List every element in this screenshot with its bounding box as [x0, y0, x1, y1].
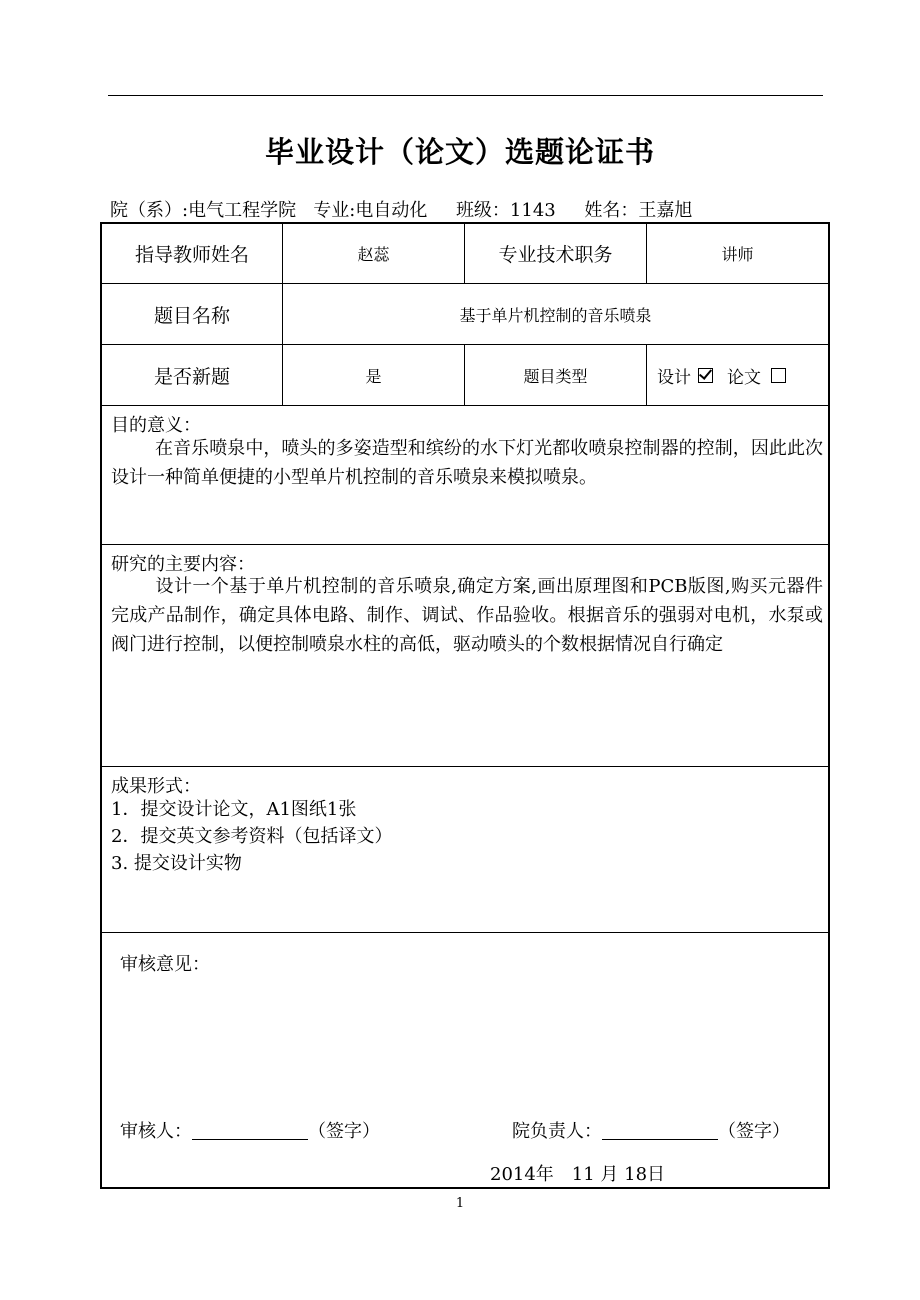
purpose-text [111, 434, 823, 492]
research-body: 设计一个基于单片机控制的音乐喷泉,确定方案,画出原理图和PCB版图,购买元器件完成产品制作，确定具体电路、制作、调试、作品验收。根据音乐的强弱对电机，水泵或阀门进行控制，以便控制喷泉水柱的高低，驱动喷头的个数根据情况自行确定 [111, 576, 823, 655]
design-checkbox[interactable] [698, 368, 713, 383]
research-text [111, 572, 823, 659]
research-heading: 研究的主要内容： [111, 554, 255, 575]
student-info [110, 196, 692, 222]
result-item-1: 1．提交设计论文，A1图纸1张 [111, 799, 357, 820]
page-title: 毕业设计（论文）选题论证书 [264, 135, 655, 169]
paper-checkbox[interactable] [771, 368, 786, 383]
dean-sign-line[interactable] [602, 1121, 718, 1140]
rank-label: 专业技术职务 [498, 244, 613, 266]
purpose-heading: 目的意义： [111, 415, 201, 436]
topic-value: 基于单片机控制的音乐喷泉 [459, 305, 652, 325]
dean-label: 院负责人： [512, 1121, 602, 1142]
dean-sign-row [512, 1117, 790, 1143]
rank-value: 讲师 [721, 245, 754, 264]
department: 院（系）:电气工程学院 [110, 200, 297, 221]
topic-label: 题目名称 [153, 304, 230, 327]
purpose-body: 在音乐喷泉中，喷头的多姿造型和缤纷的水下灯光都收喷泉控制器的控制，因此此次设计一种简单便捷的小型单片机控制的音乐喷泉来模拟喷泉。 [111, 438, 823, 488]
class: 班级：1143 [455, 200, 556, 221]
reviewer-label: 审核人： [120, 1121, 192, 1142]
result-item-2: 2．提交英文参考资料（包括译文） [111, 826, 393, 847]
topic-type-label: 题目类型 [523, 366, 588, 386]
major: 专业:电自动化 [313, 200, 428, 221]
type-design-label: 设计 [657, 367, 691, 388]
page-number: 1 [455, 1196, 465, 1211]
reviewer-sign-row [120, 1117, 380, 1143]
type-paper-label: 论文 [727, 367, 761, 388]
new-topic-label: 是否新题 [153, 365, 230, 388]
advisor-value: 赵蕊 [357, 245, 390, 264]
reviewer-sign-note: （签字） [308, 1121, 380, 1142]
student-name: 姓名：王嘉旭 [584, 200, 693, 221]
results-heading: 成果形式： [111, 776, 201, 797]
review-heading: 审核意见： [120, 954, 210, 975]
advisor-label: 指导教师姓名 [134, 244, 249, 266]
dean-sign-note: （签字） [718, 1121, 790, 1142]
header-rule [108, 95, 823, 96]
review-date: 2014年 11 月 18日 [490, 1164, 666, 1185]
new-topic-value: 是 [365, 366, 382, 386]
reviewer-sign-line[interactable] [192, 1121, 308, 1140]
result-item-3: 3. 提交设计实物 [111, 853, 242, 874]
form-table [100, 222, 830, 1189]
topic-type-options [647, 345, 828, 405]
